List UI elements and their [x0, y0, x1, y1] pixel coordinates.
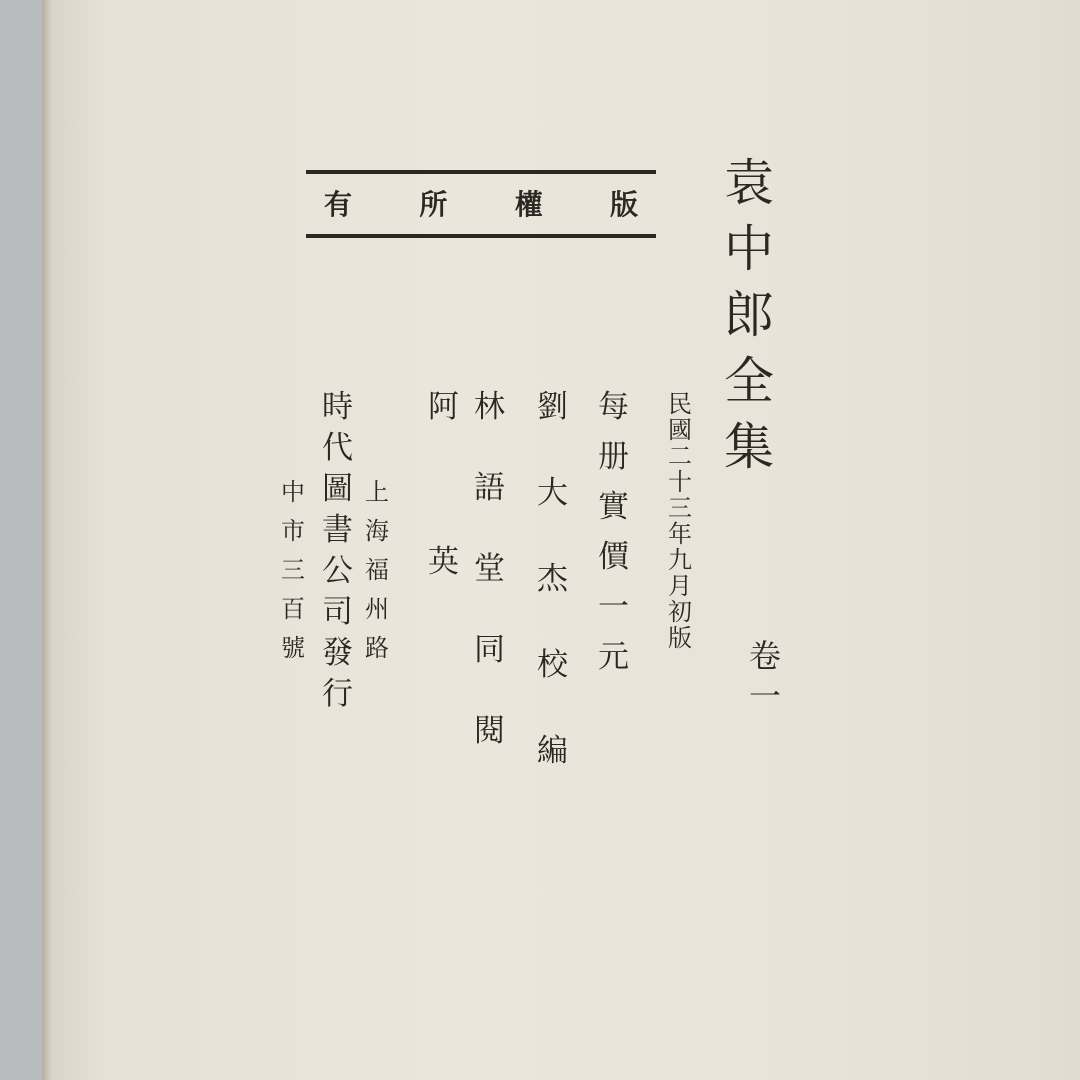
- editor-line: 劉 大 杰 校 編: [537, 389, 568, 769]
- volume-label: 卷 一: [749, 637, 782, 715]
- rule-bottom: [306, 234, 656, 238]
- page-edge-shadow: [42, 0, 52, 1080]
- reviewer-line-lin: 林 語 堂 同 閱: [474, 389, 505, 749]
- publisher-address-number: 中 市 三 百 號: [281, 478, 305, 662]
- publisher-address: 上 海 福 州 路: [365, 478, 389, 662]
- publisher-line: 時 代 圖 書 公 司 發 行: [322, 389, 353, 712]
- book-title: 袁 中 郎 全 集: [724, 154, 774, 476]
- copyright-notice: [306, 170, 656, 240]
- rule-top: [306, 170, 656, 174]
- edition-date: 民 國 二 十 三 年 九 月 初 版: [668, 390, 692, 652]
- copyright-text: 有 所 權 版: [324, 188, 638, 221]
- reviewer-line-aying: 阿 英: [428, 389, 459, 580]
- price-line: 每 册 實 價 一 元: [598, 389, 629, 675]
